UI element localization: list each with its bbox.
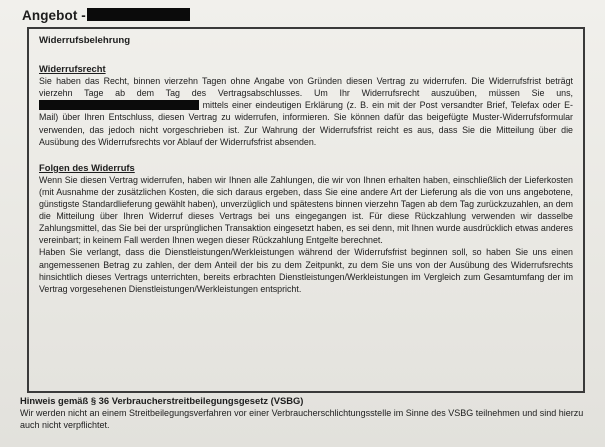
withdrawal-right-text-part-2: mittels einer eindeutigen Erklärung (z. B. ein mit der Post versandter Brief, Telefax oder E-Mail) über Ihren Entschluss, diesen Vertrag zu widerrufen, informieren. Sie können dafür das beigefügte Muster-Widerrufsformular verwenden, das jedoch nicht vorgeschrieben ist. Zur Wahrung der Widerrufsfrist reicht es aus, dass Sie die Mitteilung über die Ausübung des Widerrufsrechts vor Ablauf der Widerrufsfrist absenden. [39, 100, 573, 147]
vsbg-notice [20, 395, 590, 432]
vsbg-notice-title: Hinweis gemäß § 36 Verbraucherstreitbeilegungsgesetz (VSBG) [20, 395, 304, 406]
consequences-paragraph-1: Wenn Sie diesen Vertrag widerrufen, haben wir Ihnen alle Zahlungen, die wir von Ihnen erhalten haben, einschließlich der Lieferkosten (mit Ausnahme der zusätzlichen Kosten, die sich daraus ergeben, dass Sie eine andere Art der Lieferung als die von uns angebotene, günstigste Standardlieferung gewählt haben), unverzüglich und spätestens binnen vierzehn Tagen ab dem Tag zurückzuzahlen, an dem die Mitteilung über Ihren Widerruf dieses Vertrags bei uns eingegangen ist. Für diese Rückzahlung verwenden wir dasselbe Zahlungsmittel, das Sie bei der ursprünglichen Transaktion eingesetzt haben, es sei denn, mit Ihnen wurde ausdrücklich etwas anderes vereinbart; in keinem Fall werden Ihnen wegen dieser Rückzahlung Entgelte berechnet. [39, 174, 573, 246]
box-title: Widerrufsbelehrung [39, 35, 131, 46]
header-redaction [87, 8, 190, 21]
withdrawal-right-text [39, 75, 573, 148]
offer-header [22, 7, 190, 25]
offer-title: Angebot - [22, 8, 86, 23]
withdrawal-right-text-part-1: Sie haben das Recht, binnen vierzehn Tagen ohne Angabe von Gründen diesen Vertrag zu widerrufen. Die Widerrufsfrist beträgt vierzehn Tage ab dem Tag des Vertragsabschlusses. Um Ihr Widerrufsrecht auszuüben, müssen Sie uns, [39, 76, 573, 99]
withdrawal-right-heading: Widerrufsrecht [39, 63, 106, 75]
consequences-paragraph-2: Haben Sie verlangt, dass die Dienstleistungen/Werkleistungen während der Widerrufsfrist beginnen soll, so haben Sie uns einen angemessenen Betrag zu zahlen, der dem Anteil der bis zu dem Zeitpunkt, zu dem Sie uns von der Ausübung des Widerrufsrechts hinsichtlich dieses Vertrags unterrichten, bereits erbrachten Dienstleistungen/Werkleistungen im Vergleich zum Gesamtumfang der im Vertrag vorgesehenen Dienstleistungen/Werkleistungen entspricht. [39, 247, 573, 294]
consequences-heading: Folgen des Widerrufs [39, 161, 135, 173]
withdrawal-instructions-box [27, 27, 585, 393]
section-gap [39, 148, 573, 162]
address-redaction [39, 100, 199, 110]
vsbg-notice-text: Wir werden nicht an einem Streitbeilegungsverfahren vor einer Verbraucherschlichtungsstelle im Sinne des VSBG teilnehmen und sind hierzu auch nicht verpflichtet. [20, 408, 584, 431]
